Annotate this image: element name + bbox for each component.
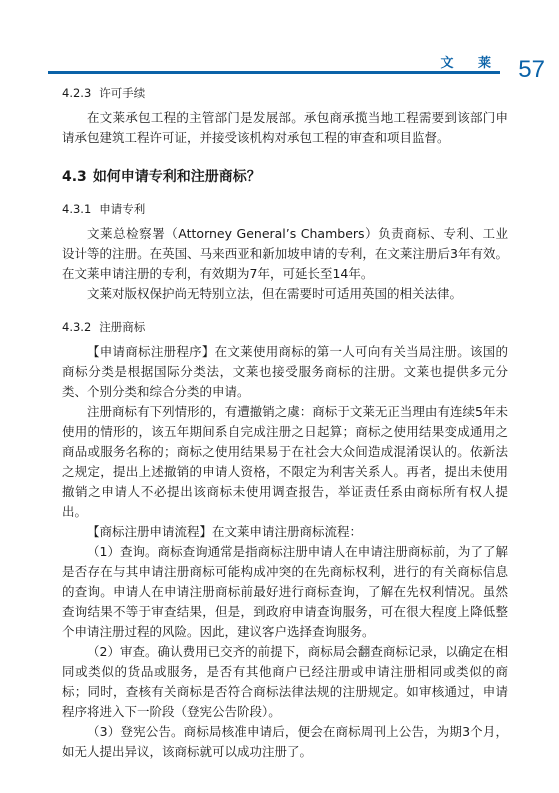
paragraph: 文莱对版权保护尚无特别立法，但在需要时可适用英国的相关法律。 [87, 286, 463, 301]
running-header-title: 文 莱 [440, 56, 501, 71]
subsection-title: 许可手续 [99, 86, 146, 100]
header-rule [48, 71, 500, 74]
subsection-number: 4.2.3 [62, 86, 92, 100]
subsection-title: 注册商标 [99, 320, 146, 334]
subsection-heading-4-3-2 [62, 318, 508, 336]
paragraph: 文莱总检察署（Attorney General’s Chambers）负责商标、专利、工业设计等的注册。在英国、马来西亚和新加坡申请的专利，在文莱注册后3年有效。在文莱申请注册的专利，有效期为7年，可延长至14年。 [62, 226, 508, 281]
paragraph: 【商标注册申请流程】在文莱申请注册商标流程： [87, 524, 363, 539]
paragraph: （1）查询。商标查询通常是指商标注册申请人在申请注册商标前，为了了解是否存在与其申请注册商标可能构成冲突的在先商标权利，进行的有关商标信息的查询。申请人在申请注册商标前最好进行商标查询，了解在先权利情况。虽然查询结果不等于审查结果，但是，到政府申请查询服务，可在很大程度上降低整个申请注册过程的风险。因此，建议客户选择查询服务。 [62, 544, 508, 639]
paragraph: 在文莱承包工程的主管部门是发展部。承包商承揽当地工程需要到该部门申请承包建筑工程许可证，并接受该机构对承包工程的审查和项目监督。 [62, 110, 508, 145]
subsection-number: 4.3.1 [62, 202, 92, 216]
section-number: 4.3 [62, 169, 87, 185]
paragraph: 注册商标有下列情形的，有遭撤销之虞：商标于文莱无正当理由有连续5年未使用的情形的，该五年期间系自完成注册之日起算；商标之使用结果变成通用之商品或服务名称的；商标之使用结果易于在社会大众间造成混淆误认的。依新法之规定，提出上述撤销的申请人资格，不限定为利害关系人。再者，提出未使用撤销之申请人不必提出该商标未使用调查报告，举证责任系由商标所有权人提出。 [62, 404, 508, 519]
paragraph: （2）审查。确认费用已交齐的前提下，商标局会翻查商标记录，以确定在相同或类似的货品或服务，是否有其他商户已经注册或申请注册相同或类似的商标；同时，查核有关商标是否符合商标法律法规的注册规定。如审核通过，申请程序将进入下一阶段（登宪公告阶段）。 [62, 644, 508, 719]
paragraph: （3）登宪公告。商标局核准申请后，便会在商标周刊上公告，为期3个月，如无人提出异议，该商标就可以成功注册了。 [62, 724, 508, 759]
subsection-number: 4.3.2 [62, 320, 92, 334]
paragraph: 【申请商标注册程序】在文莱使用商标的第一人可向有关当局注册。该国的商标分类是根据国际分类法，文莱也接受服务商标的注册。文莱也提供多元分类、个别分类和综合分类的申请。 [62, 344, 508, 399]
page-content [62, 84, 508, 762]
subsection-heading-4-3-1 [62, 200, 508, 218]
subsection-title: 申请专利 [99, 202, 146, 216]
section-title: 如何申请专利和注册商标？ [92, 169, 261, 185]
page-number: 57 [518, 56, 545, 83]
subsection-heading-4-2-3 [62, 84, 508, 102]
section-heading-4-3 [62, 166, 508, 188]
